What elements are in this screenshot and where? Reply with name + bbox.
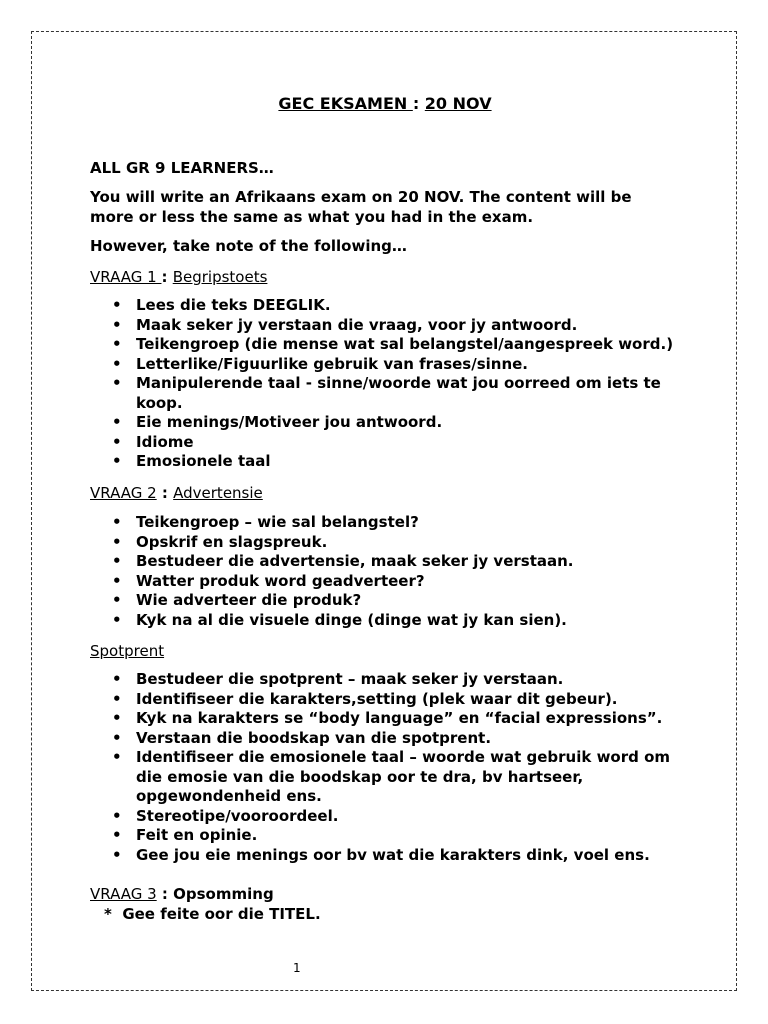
list-item-text: Gee jou eie menings oor bv wat die karakters dink, voel ens. [136, 845, 650, 864]
section-subject: Opsomming [173, 885, 274, 903]
bullet-icon: • [112, 452, 122, 470]
list-item-text: Emosionele taal [136, 452, 271, 470]
list-item-text: Teikengroep (die mense wat sal belangstel/aangespreek word.) [136, 335, 674, 353]
list-item-text: Bestudeer die advertensie, maak seker jy verstaan. [136, 552, 574, 570]
section-separator: : [156, 484, 174, 502]
list-item-text: Feit en opinie. [136, 826, 258, 844]
section-heading-vraag-2 [90, 483, 263, 503]
vraag-3-item [104, 904, 321, 924]
bullet-icon: • [112, 806, 122, 825]
bullet-icon: • [112, 689, 122, 708]
bullet-icon: • [112, 432, 122, 451]
list-item [90, 591, 690, 611]
list-item [90, 374, 690, 413]
list-item-text: Maak seker jy verstaan die vraag, voor jy antwoord. [136, 315, 578, 334]
asterisk-icon: * [104, 905, 112, 923]
list-item-text: Teikengroep – wie sal belangstel? [136, 513, 419, 531]
list-item [90, 729, 690, 749]
bullet-icon: • [112, 610, 122, 629]
list-item [90, 433, 690, 453]
list-item-text: Stereotipe/vooroordeel. [136, 806, 339, 825]
list-item [90, 533, 690, 553]
bullet-icon: • [112, 335, 122, 353]
list-item [90, 846, 690, 866]
list-item [90, 316, 690, 336]
list-item [90, 513, 690, 533]
list-item [90, 552, 690, 572]
list-item-text: Watter produk word geadverteer? [136, 571, 425, 590]
section-separator: : [161, 268, 173, 286]
list-item-text: Eie menings/Motiveer jou antwoord. [136, 413, 443, 431]
bullet-icon: • [112, 413, 122, 431]
bullet-icon: • [112, 591, 122, 609]
section-subject: Advertensie [173, 484, 263, 502]
page-number: 1 [293, 961, 301, 975]
list-item [90, 807, 690, 827]
section-heading-vraag-3 [90, 884, 274, 904]
section-label: VRAAG 3 [90, 885, 157, 903]
section-label: Spotprent [90, 642, 165, 660]
bullet-icon: • [112, 296, 122, 314]
bullet-icon: • [112, 845, 122, 864]
list-item-text: Identifiseer die karakters,setting (plek waar dit gebeur). [136, 689, 618, 708]
title-exam-date: 20 NOV [424, 94, 492, 113]
vraag-2-list [90, 513, 690, 630]
intro-note: However, take note of the following… [90, 237, 407, 255]
list-item-text: Wie adverteer die produk? [136, 591, 362, 609]
list-item [90, 296, 690, 316]
list-item-text: Gee feite oor die TITEL. [122, 905, 321, 923]
section-separator: : [156, 885, 174, 903]
list-item [90, 335, 690, 355]
bullet-icon: • [112, 374, 122, 392]
bullet-icon: • [112, 315, 122, 334]
intro-paragraph: You will write an Afrikaans exam on 20 NOV. The content will be more or less the same as what you had in the exam. [90, 188, 632, 226]
list-item-text: Idiome [136, 432, 194, 451]
list-item-text: Lees die teks DEEGLIK. [136, 296, 331, 314]
list-item [90, 452, 690, 472]
list-item [90, 355, 690, 375]
section-subject: Begripstoets [172, 268, 268, 286]
bullet-icon: • [112, 728, 122, 747]
addressee: ALL GR 9 LEARNERS… [90, 159, 274, 177]
list-item-text: Kyk na al die visuele dinge (dinge wat jy kan sien). [136, 610, 567, 629]
list-item-text: Opskrif en slagspreuk. [136, 532, 328, 551]
bullet-icon: • [112, 748, 122, 766]
bullet-icon: • [112, 826, 122, 844]
list-item [90, 611, 690, 631]
bullet-icon: • [112, 670, 122, 688]
vraag-1-list [90, 296, 690, 472]
list-item [90, 413, 690, 433]
bullet-icon: • [112, 354, 122, 373]
section-label: VRAAG 1 [90, 268, 162, 286]
title-exam-name: GEC EKSAMEN [278, 94, 413, 113]
list-item-text: Verstaan die boodskap van die spotprent. [136, 728, 492, 747]
section-heading-spotprent [90, 641, 164, 661]
list-item [90, 690, 690, 710]
bullet-icon: • [112, 513, 122, 531]
bullet-icon: • [112, 552, 122, 570]
list-item-text: Bestudeer die spotprent – maak seker jy verstaan. [136, 670, 564, 688]
list-item [90, 709, 690, 729]
list-item-text: Manipulerende taal - sinne/woorde wat jou oorreed om iets te koop. [136, 374, 661, 412]
list-item-text: Letterlike/Figuurlike gebruik van frases/sinne. [136, 354, 528, 373]
section-label: VRAAG 2 [90, 484, 157, 502]
bullet-icon: • [112, 532, 122, 551]
list-item [90, 670, 690, 690]
spotprent-list [90, 670, 690, 865]
title-separator: : [412, 94, 425, 113]
list-item [90, 572, 690, 592]
list-item-text: Kyk na karakters se “body language” en “facial expressions”. [136, 709, 663, 727]
bullet-icon: • [112, 571, 122, 590]
list-item [90, 826, 690, 846]
section-heading-vraag-1 [90, 267, 267, 287]
list-item [90, 748, 690, 807]
page-title [90, 94, 680, 113]
bullet-icon: • [112, 709, 122, 727]
list-item-text: Identifiseer die emosionele taal – woorde wat gebruik word om die emosie van die boodskap oor te dra, bv hartseer, opgewondenheid ens. [136, 748, 671, 805]
